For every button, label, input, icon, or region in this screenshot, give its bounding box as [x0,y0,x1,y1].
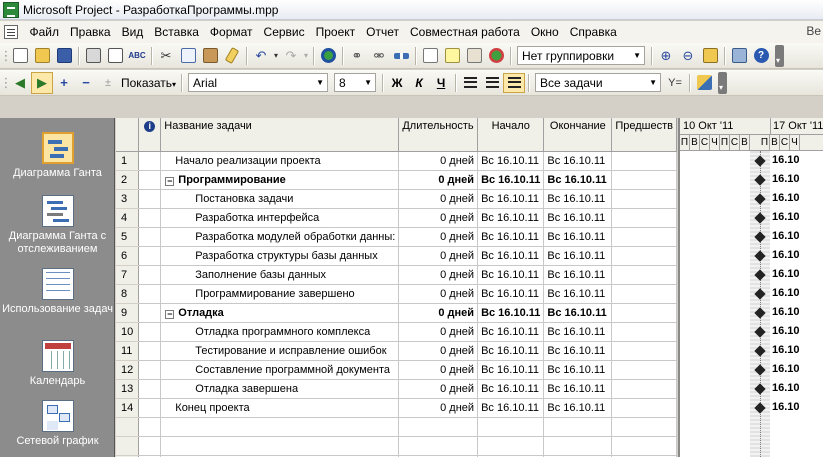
print-icon[interactable] [82,45,104,67]
task-name: Постановка задачи [195,192,294,205]
start-cell[interactable]: Вс 16.10.11 [478,265,544,284]
zoom-out-icon[interactable]: ⊖ [682,47,694,63]
task-name-cell[interactable] [161,246,399,265]
question-box-cut[interactable]: Be [806,24,821,38]
task-name-cell[interactable] [161,265,399,284]
separator [246,47,247,65]
view-label: Использование задач [2,303,113,315]
menu-help[interactable]: Справка [569,25,617,39]
finish-cell[interactable]: Вс 16.10.11 [544,360,612,379]
milestone-date-label: 16.10 [772,192,800,204]
separator [528,74,529,92]
table-row[interactable] [116,227,677,246]
empty-cell[interactable] [544,417,612,436]
empty-cell[interactable] [478,417,544,436]
start-cell[interactable]: Вс 16.10.11 [478,189,544,208]
duration-cell[interactable]: 0 дней [399,284,478,303]
start-cell[interactable]: Вс 16.10.11 [478,284,544,303]
chevron-down-icon: ▼ [316,78,325,87]
row-number[interactable]: 12 [116,360,139,379]
select-all-corner[interactable] [116,118,139,151]
table-row[interactable] [116,170,677,189]
grouping-select[interactable] [517,46,645,65]
task-name: Отладка [178,306,224,319]
task-name: Разработка модулей обработки данны: [195,230,396,243]
view-label: Календарь [29,375,86,387]
paste-icon[interactable] [199,45,221,67]
copy-icon[interactable] [177,45,199,67]
predecessors-cell[interactable] [612,170,677,189]
font-size-value: 8 [339,75,346,90]
predecessors-cell[interactable] [612,284,677,303]
milestone-date-label: 16.10 [772,154,800,166]
predecessors-cell[interactable] [612,265,677,284]
indicator-cell [139,170,161,189]
milestone-date-label: 16.10 [772,287,800,299]
start-cell[interactable]: Вс 16.10.11 [478,246,544,265]
toolbar-grip-icon[interactable]: ⋮ [0,74,13,90]
window-title: Microsoft Project - РазработкаПрограммы.mpp [23,2,279,17]
row-number[interactable]: 8 [116,284,139,303]
duration-cell[interactable]: 0 дней [399,246,478,265]
week-label: 17 Окт '11 [773,120,823,132]
column-header-start[interactable]: Начало [478,118,544,151]
table-row[interactable] [116,151,677,170]
menu-collaborate[interactable]: Совместная работа [410,25,520,39]
task-name-cell[interactable] [161,208,399,227]
view-network-diagram[interactable] [0,400,115,448]
start-cell[interactable]: Вс 16.10.11 [478,398,544,417]
start-cell[interactable]: Вс 16.10.11 [478,322,544,341]
empty-cell[interactable] [139,436,161,455]
toolbar-options-icon[interactable] [718,72,727,94]
menu-edit[interactable]: Правка [70,25,111,39]
empty-cell[interactable] [612,436,677,455]
menu-window[interactable]: Окно [530,25,559,39]
column-header-predecessors[interactable]: Предшеств [612,118,677,151]
format-painter-icon[interactable] [221,45,243,67]
empty-cell[interactable] [399,417,478,436]
font-size-select[interactable] [334,73,376,92]
view-tracking-gantt[interactable] [0,195,115,256]
gantt-wizard-icon[interactable] [693,72,715,94]
table-row[interactable] [116,284,677,303]
start-cell[interactable]: Вс 16.10.11 [478,303,544,322]
row-number[interactable]: 9 [116,303,139,322]
hyperlink-icon[interactable] [317,45,339,67]
collapse-icon[interactable]: − [167,175,173,186]
separator [181,74,182,92]
table-row[interactable] [116,303,677,322]
separator [78,47,79,65]
chevron-down-icon: ▼ [633,51,641,60]
tracking-gantt-icon [42,195,74,227]
task-name-cell[interactable] [161,151,399,170]
align-left-icon [464,77,477,88]
day-label: Ч [790,135,800,151]
milestone-date-label: 16.10 [772,173,800,185]
bold-button[interactable]: Ж [391,75,403,90]
align-right-icon [508,77,521,88]
view-bar [0,118,115,457]
day-label: С [700,135,710,151]
menu-tools[interactable]: Сервис [263,25,305,39]
grouping-value: Нет группировки [522,48,615,63]
indicator-cell [139,189,161,208]
row-number[interactable]: 2 [116,170,139,189]
duration-cell[interactable]: 0 дней [399,303,478,322]
indicator-cell [139,151,161,170]
filter-value: Все задачи [540,75,603,90]
view-label: Диаграмма Ганта [13,167,102,179]
unlink-tasks-icon[interactable]: ⚮ [373,47,385,63]
task-name: Составление программной документа [195,363,390,376]
zoom-in-icon[interactable]: ⊕ [660,47,672,63]
underline-button[interactable]: Ч [436,75,446,90]
task-name-cell[interactable] [161,360,399,379]
separator [724,47,725,65]
arrow-right-icon[interactable]: ▶ [31,72,53,94]
day-label: П [720,135,730,151]
collapse-icon[interactable]: − [167,308,173,319]
predecessors-cell[interactable] [612,208,677,227]
menu-report[interactable]: Отчет [366,25,400,39]
print-preview-icon[interactable] [104,45,126,67]
week-label: 10 Окт '11 [683,120,734,132]
calendar-icon [42,340,74,372]
finish-cell[interactable]: Вс 16.10.11 [544,208,612,227]
day-label: С [730,135,740,151]
task-name: Тестирование и исправление ошибок [195,344,387,357]
empty-row[interactable] [116,417,677,436]
indicator-cell [139,246,161,265]
separator [415,47,416,65]
spelling-icon[interactable]: ABC [128,51,146,60]
italic-button[interactable]: К [415,75,423,90]
chevron-down-icon: ▼ [649,78,658,87]
help-icon[interactable]: ? [750,45,772,67]
predecessors-cell[interactable] [612,189,677,208]
align-left-button[interactable] [459,73,481,93]
outline-icon[interactable]: ± [104,76,112,89]
column-header-duration[interactable]: Длительность [399,118,478,151]
task-name-cell[interactable] [161,284,399,303]
menu-project[interactable]: Проект [315,25,356,39]
document-icon[interactable] [4,25,18,39]
row-number[interactable]: 14 [116,398,139,417]
empty-cell[interactable] [478,436,544,455]
task-name-cell[interactable] [161,189,399,208]
day-label: В [770,135,780,151]
column-header-info[interactable] [139,118,161,151]
align-right-button[interactable] [503,73,525,93]
task-notes-icon[interactable] [441,45,463,67]
predecessors-cell[interactable] [612,398,677,417]
row-number[interactable] [116,436,139,455]
chevron-down-icon: ▾ [172,79,177,89]
undo-dropdown-icon[interactable]: ▾ [273,51,278,60]
start-cell[interactable]: Вс 16.10.11 [478,379,544,398]
align-center-button[interactable] [481,73,503,93]
separator [455,74,456,92]
toolbar-grip-icon[interactable]: ⋮ [0,47,13,63]
duration-cell[interactable]: 0 дней [399,189,478,208]
predecessors-cell[interactable] [612,227,677,246]
start-cell[interactable]: Вс 16.10.11 [478,341,544,360]
gantt-chart-icon [42,132,74,164]
show-menu-button[interactable] [121,76,176,90]
table-row[interactable] [116,360,677,379]
menu-insert[interactable]: Вставка [154,25,199,39]
row-number[interactable]: 7 [116,265,139,284]
empty-cell[interactable] [161,417,399,436]
task-name: Отладка программного комплекса [195,325,371,338]
open-folder-icon[interactable] [31,45,53,67]
table-row[interactable] [116,322,677,341]
table-row[interactable] [116,246,677,265]
empty-cell[interactable] [612,417,677,436]
task-name-cell[interactable] [161,398,399,417]
row-number[interactable]: 10 [116,322,139,341]
week-divider [770,118,771,135]
task-name: Разработка структуры базы данных [195,249,378,262]
table-row[interactable] [116,341,677,360]
indicator-cell [139,360,161,379]
start-cell[interactable]: Вс 16.10.11 [478,208,544,227]
task-name: Программирование [178,173,286,186]
show-subtasks-icon[interactable]: + [60,75,68,90]
new-file-icon[interactable] [9,45,31,67]
finish-cell[interactable]: Вс 16.10.11 [544,284,612,303]
day-label: В [690,135,700,151]
indicator-cell [139,284,161,303]
filter-select[interactable] [535,73,661,92]
finish-cell[interactable]: Вс 16.10.11 [544,398,612,417]
redo-icon[interactable]: ↷ [285,47,297,63]
predecessors-cell[interactable] [612,303,677,322]
duration-cell[interactable]: 0 дней [399,170,478,189]
task-usage-icon [42,268,74,300]
duration-cell[interactable]: 0 дней [399,398,478,417]
separator [151,47,152,65]
task-name: Конец проекта [175,401,250,414]
autofilter-icon[interactable]: Y= [668,76,682,89]
day-label: В [740,135,750,151]
indicator-cell [139,379,161,398]
copy-picture-icon[interactable] [728,45,750,67]
view-label: Сетевой график [16,435,99,447]
finish-cell[interactable]: Вс 16.10.11 [544,322,612,341]
timescale-minor [680,135,823,151]
start-cell[interactable]: Вс 16.10.11 [478,151,544,170]
info-icon: i [144,121,155,132]
empty-cell[interactable] [161,436,399,455]
finish-cell[interactable]: Вс 16.10.11 [544,265,612,284]
indicator-cell [139,227,161,246]
start-cell[interactable]: Вс 16.10.11 [478,360,544,379]
finish-cell[interactable]: Вс 16.10.11 [544,303,612,322]
table-row[interactable] [116,189,677,208]
indicator-cell [139,398,161,417]
predecessors-cell[interactable] [612,379,677,398]
align-center-icon [486,77,499,88]
save-icon[interactable] [53,45,75,67]
finish-cell[interactable]: Вс 16.10.11 [544,227,612,246]
duration-cell[interactable]: 0 дней [399,379,478,398]
start-cell[interactable]: Вс 16.10.11 [478,227,544,246]
milestone-date-label: 16.10 [772,382,800,394]
predecessors-cell[interactable] [612,322,677,341]
indicator-cell [139,322,161,341]
redo-dropdown-icon[interactable]: ▾ [303,51,308,60]
duration-cell[interactable]: 0 дней [399,322,478,341]
day-label: П [760,135,770,151]
start-cell[interactable]: Вс 16.10.11 [478,170,544,189]
day-label: С [780,135,790,151]
separator [510,47,511,65]
task-name: Отладка завершена [195,382,299,395]
milestone-date-label: 16.10 [772,363,800,375]
row-number[interactable]: 4 [116,208,139,227]
predecessors-cell[interactable] [612,151,677,170]
cut-icon[interactable]: ✂ [160,47,172,63]
milestone-date-label: 16.10 [772,325,800,337]
row-number[interactable]: 6 [116,246,139,265]
duration-cell[interactable]: 0 дней [399,265,478,284]
table-row[interactable] [116,265,677,284]
row-number[interactable]: 11 [116,341,139,360]
empty-cell[interactable] [139,417,161,436]
duration-cell[interactable]: 0 дней [399,227,478,246]
task-name-cell[interactable] [161,379,399,398]
finish-cell[interactable]: Вс 16.10.11 [544,246,612,265]
duration-cell[interactable]: 0 дней [399,341,478,360]
title-bar [0,0,823,20]
finish-cell[interactable]: Вс 16.10.11 [544,151,612,170]
menu-format[interactable]: Формат [209,25,253,39]
milestone-date-label: 16.10 [772,401,800,413]
empty-cell[interactable] [399,436,478,455]
duration-cell[interactable]: 0 дней [399,208,478,227]
predecessors-cell[interactable] [612,341,677,360]
network-diagram-icon [42,400,74,432]
task-table [116,118,677,457]
day-label: Ч [710,135,720,151]
separator [651,47,652,65]
milestone-date-label: 16.10 [772,306,800,318]
row-number[interactable]: 3 [116,189,139,208]
finish-cell[interactable]: Вс 16.10.11 [544,379,612,398]
separator [689,74,690,92]
publish-icon[interactable] [485,45,507,67]
indicator-cell [139,303,161,322]
duration-cell[interactable]: 0 дней [399,151,478,170]
split-task-icon[interactable] [390,45,412,67]
show-label: Показать [121,75,173,90]
task-name-cell[interactable] [161,303,399,322]
view-gantt-chart[interactable] [0,132,115,180]
standard-toolbar [0,43,823,69]
row-number[interactable]: 5 [116,227,139,246]
empty-cell[interactable] [544,436,612,455]
indicator-cell [139,265,161,284]
task-name-cell[interactable] [161,341,399,360]
view-calendar[interactable] [0,340,115,388]
formatting-toolbar [0,70,823,96]
project-app-icon [3,2,19,18]
milestone-date-label: 16.10 [772,268,800,280]
task-info-icon[interactable] [419,45,441,67]
separator [382,74,383,92]
task-name-cell[interactable] [161,322,399,341]
column-header-finish[interactable]: Окончание [544,118,612,151]
menu-file[interactable]: Файл [29,25,60,39]
chevron-down-icon: ▼ [364,78,373,87]
column-header-name[interactable]: Название задачи [161,118,399,151]
milestone-date-label: 16.10 [772,249,800,261]
row-number[interactable]: 1 [116,151,139,170]
day-label: П [680,135,690,151]
predecessors-cell[interactable] [612,360,677,379]
milestone-date-label: 16.10 [772,344,800,356]
task-name: Разработка интерфейса [195,211,320,224]
separator [313,47,314,65]
menu-view[interactable]: Вид [121,25,144,39]
assign-resources-icon[interactable] [463,45,485,67]
view-label: Диаграмма Ганта с отслеживанием [8,230,107,255]
table-row[interactable] [116,398,677,417]
hide-subtasks-icon[interactable]: − [82,75,90,90]
milestone-date-label: 16.10 [772,230,800,242]
link-tasks-icon[interactable]: ⚭ [351,47,363,63]
arrow-left-icon[interactable]: ◀ [15,74,25,90]
finish-cell[interactable]: Вс 16.10.11 [544,341,612,360]
undo-icon[interactable]: ↶ [255,47,267,63]
task-name: Начало реализации проекта [175,154,321,167]
table-row[interactable] [116,379,677,398]
indicator-cell [139,341,161,360]
task-name-cell[interactable] [161,170,399,189]
finish-cell[interactable]: Вс 16.10.11 [544,170,612,189]
go-to-task-icon[interactable] [699,45,721,67]
table-row[interactable] [116,208,677,227]
empty-row[interactable] [116,436,677,455]
task-name-cell[interactable] [161,227,399,246]
milestone-date-label: 16.10 [772,211,800,223]
finish-cell[interactable]: Вс 16.10.11 [544,189,612,208]
indicator-cell [139,208,161,227]
separator [342,47,343,65]
menu-bar [0,21,823,43]
font-value: Arial [193,75,218,90]
row-number[interactable]: 13 [116,379,139,398]
toolbar-options-icon[interactable] [775,45,784,67]
predecessors-cell[interactable] [612,246,677,265]
gantt-chart[interactable] [678,118,823,457]
view-task-usage[interactable] [0,268,115,316]
timescale-major [680,118,823,135]
duration-cell[interactable]: 0 дней [399,360,478,379]
row-number[interactable] [116,417,139,436]
task-name: Программирование завершено [195,287,355,300]
task-name: Заполнение базы данных [195,268,327,281]
font-select[interactable] [188,73,328,92]
